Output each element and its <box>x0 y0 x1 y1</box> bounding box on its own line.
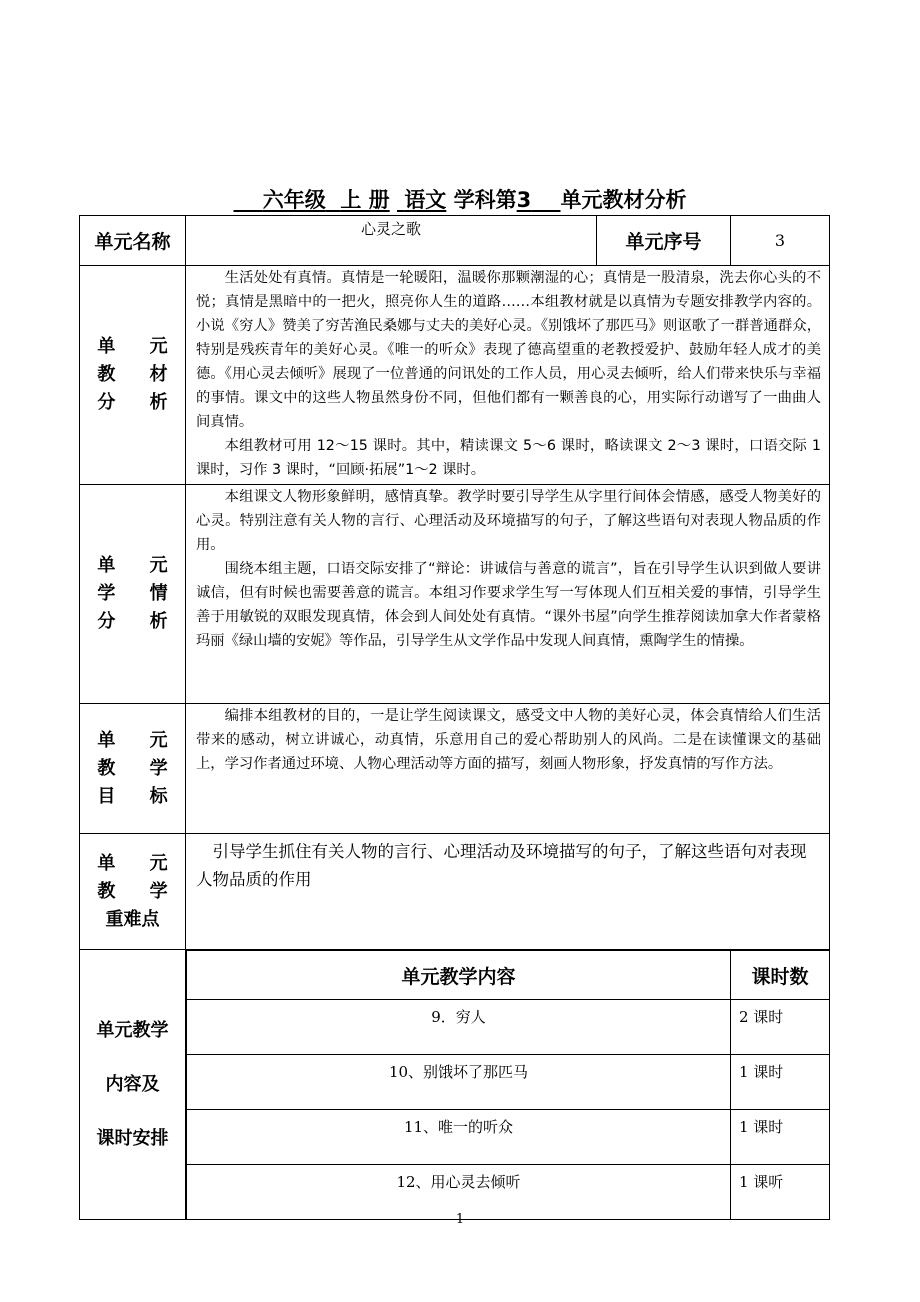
title-grade: 六年级 <box>262 188 326 212</box>
schedule-cell <box>186 950 830 1220</box>
lesson-hours: 2 课时 <box>731 1000 830 1055</box>
schedule-header-row <box>187 951 830 1000</box>
lesson-title: 9．穷人 <box>187 1000 731 1055</box>
key-points-row <box>80 834 830 950</box>
title-subject: 语文 <box>404 188 447 212</box>
unit-name-value: 心灵之歌 <box>186 216 597 266</box>
key-points-text: 引导学生抓住有关人物的言行、心理活动及环境描写的句子，了解这些语句对表现人物品质的作用 <box>186 834 830 950</box>
unit-seq-value: 3 <box>731 216 830 266</box>
teaching-goals-text: 编排本组教材的目的，一是让学生阅读课文，感受文中人物的美好心灵，体会真情给人们生活带来的感动，树立讲诚心，动真情，乐意用自己的爱心帮助别人的风尚。二是在读懂课文的基础上，学习作者通过环境、人物心理活动等方面的描写，刻画人物形象，抒发真情的写作方法。 <box>186 704 830 834</box>
lesson-title: 10、别饿坏了那匹马 <box>187 1055 731 1110</box>
document-title <box>0 184 920 214</box>
schedule-row <box>80 950 830 1220</box>
hours-header: 课时数 <box>731 951 830 1000</box>
page-number: 1 <box>455 1212 465 1227</box>
title-suffix: 单元教材分析 <box>560 188 687 212</box>
unit-analysis-table <box>79 215 830 1220</box>
lesson-row <box>187 1110 830 1165</box>
material-analysis-text: 生活处处有真情。真情是一轮暖阳，温暖你那颗潮湿的心；真情是一股清泉，洗去你心头的不悦；真情是黑暗中的一把火，照亮你人生的道路……本组教材就是以真情为专题安排教学内容的。小说《穷人》赞美了穷苦渔民桑娜与丈夫的美好心灵。《别饿坏了那匹马》则讴歌了一群普通群众，特别是残疾青年的美好心灵。《唯一的听众》表现了德高望重的老教授爱护、鼓励年轻人成才的美德。《用心灵去倾听》展现了一位普通的问讯处的工作人员，用心灵去倾听，给人们带来快乐与幸福的事情。课文中的这些人物虽然身份不同，但他们都有一颗善良的心，用实际行动谱写了一曲曲人间真情。 本组教材可用 12～15 课时。其中，精读课文 5～6 课时，略读课文 2～3 课时，口语交际 1 课时，习作 3 课时，“回顾·拓展”1～2 课时。 <box>186 266 830 485</box>
lesson-title: 12、用心灵去倾听 <box>187 1165 731 1220</box>
unit-seq-label: 单元序号 <box>597 216 731 266</box>
lesson-hours: 1 课时 <box>731 1055 830 1110</box>
schedule-table <box>186 950 830 1219</box>
lesson-hours: 1 课听 <box>731 1165 830 1220</box>
teaching-goals-row <box>80 704 830 834</box>
material-analysis-row <box>80 266 830 485</box>
learning-analysis-text: 本组课文人物形象鲜明，感情真挚。教学时要引导学生从字里行间体会情感，感受人物美好的心灵。特别注意有关人物的言行、心理活动及环境描写的句子，了解这些语句对表现人物品质的作用。 围绕本组主题，口语交际安排了“辩论：讲诚信与善意的谎言”，旨在引导学生认识到做人要讲诚信，但有时候也需要善意的谎言。本组习作要求学生写一写体现人们互相关爱的事情，引导学生善于用敏锐的双眼发现真情，体会到人间处处有真情。“课外书屋”向学生推荐阅读加拿大作者蒙格玛丽《绿山墙的安妮》等作品，引导学生从文学作品中发现人间真情，熏陶学生的情操。 <box>186 485 830 704</box>
lesson-hours: 1 课时 <box>731 1110 830 1165</box>
content-header: 单元教学内容 <box>187 951 731 1000</box>
learning-analysis-row <box>80 485 830 704</box>
title-term: 上 册 <box>340 188 390 212</box>
lesson-row <box>187 1165 830 1220</box>
material-analysis-label: 单 元 教 材 分 析 <box>80 266 186 485</box>
lesson-title: 11、唯一的听众 <box>187 1110 731 1165</box>
key-points-label: 单 元 教 学 重难点 <box>80 834 186 950</box>
schedule-label: 单元教学 内容及 课时安排 <box>80 950 186 1220</box>
title-mid: 学科第 <box>453 188 517 212</box>
teaching-goals-label: 单 元 教 学 目 标 <box>80 704 186 834</box>
title-unit-no: 3 <box>516 188 532 212</box>
unit-name-row <box>80 216 830 266</box>
lesson-row <box>187 1055 830 1110</box>
lesson-row <box>187 1000 830 1055</box>
learning-analysis-label: 单 元 学 情 分 析 <box>80 485 186 704</box>
unit-name-label: 单元名称 <box>80 216 186 266</box>
